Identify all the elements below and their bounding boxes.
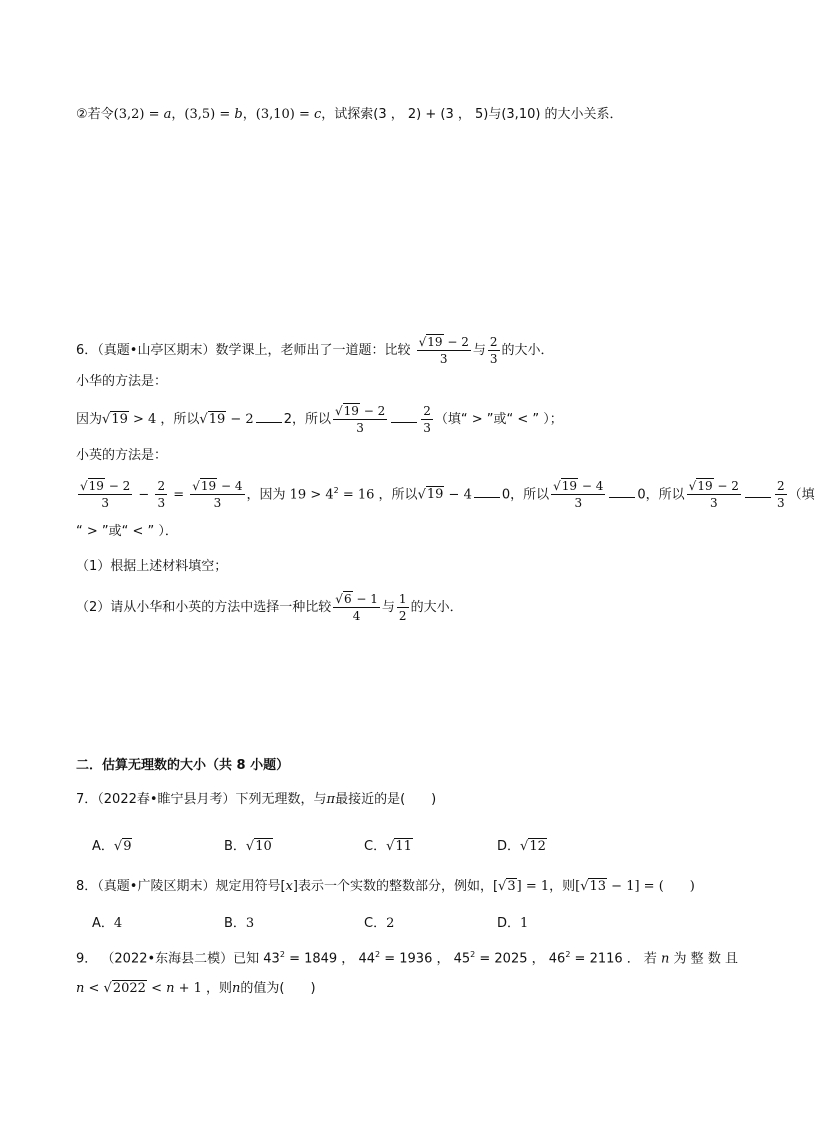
answer-blank[interactable] <box>609 485 635 498</box>
q7-question: 7．（2022春•睢宁县月考）下列无理数，与π最接近的是( ) <box>76 792 437 807</box>
ying-method-cont: “ > ”或“ < ” ）． <box>76 524 178 539</box>
q9-question-line2: n < √2022 < n + 1 ，则n的值为( ) <box>76 981 316 996</box>
answer-blank[interactable] <box>256 410 282 423</box>
q6-part1: （1）根据上述材料填空； <box>76 559 228 574</box>
q9-question-line1: 9． （2022•东海县二模）已知 $43^2 = 1849$ ， $44^2 = 1936$ ， $45^2 = 2025$ ， $46^2 = 2116$ ． 若 n 为 整 数 且 <box>76 950 738 967</box>
fraction: $\frac{2}{3}$ <box>489 335 498 366</box>
hua-method: 因为√19 > 4 ，所以√19 − 2 2，所以 $\frac{√19 - 2}{3}$ $\frac{2}{3}$ （填“ > ”或“ < ” ）； <box>76 404 563 435</box>
q5-prefix: ②若令 <box>76 107 114 122</box>
q7-option-a[interactable]: A．√9 <box>92 839 132 854</box>
q7-option-b[interactable]: B．√10 <box>224 839 272 854</box>
fraction: $\frac{√19 - 2}{3}$ <box>418 335 469 366</box>
answer-blank[interactable] <box>391 410 417 423</box>
q8-option-d[interactable]: D．1 <box>497 916 529 931</box>
q8-option-b[interactable]: B．3 <box>224 916 255 931</box>
q5-part2: ②若令(3,2) = a，(3,5) = b，(3,10) = c，试探索(3 ， 2) + (3 ， 5)与(3,10) 的大小关系． <box>76 107 623 122</box>
answer-blank[interactable] <box>474 485 500 498</box>
q8-question: 8．（真题•广陵区期末）规定用符号[x]表示一个实数的整数部分，例如，[√3] = 1，则[√13 − 1] = ( ) <box>76 879 695 894</box>
question-number: 6． <box>76 343 98 358</box>
q7-option-c[interactable]: C．√11 <box>364 839 412 854</box>
q7-option-d[interactable]: D．√12 <box>497 839 546 854</box>
section-title: 二．估算无理数的大小（共 8 小题） <box>76 758 290 773</box>
q6-question: 6．（真题•山亭区期末）数学课上，老师出了一道题：比较 $\frac{√19 - 2}{3}$ 与 $\frac{2}{3}$ 的大小． <box>76 335 554 366</box>
answer-blank[interactable] <box>745 485 771 498</box>
q8-option-c[interactable]: C．2 <box>364 916 395 931</box>
q6-part2: （2）请从小华和小英的方法中选择一种比较 $\frac{√6 - 1}{4}$ 与 $\frac{1}{2}$ 的大小． <box>76 592 463 623</box>
q8-option-a[interactable]: A．4 <box>92 916 123 931</box>
ying-method: $\frac{√19 - 2}{3}$ − $\frac{2}{3}$ = $\frac{√19 - 4}{3}$ ，因为 $19 > 4^2 = 16$ ，所以√19 − 4 0，所以 $\frac{√19 - 4}{3}$ 0，所以 $\frac{√19 - 2}{3}$ $\frac{2}{3}$ （填 <box>80 479 815 511</box>
ying-title: 小英的方法是： <box>76 448 168 463</box>
hua-title: 小华的方法是： <box>76 374 168 389</box>
